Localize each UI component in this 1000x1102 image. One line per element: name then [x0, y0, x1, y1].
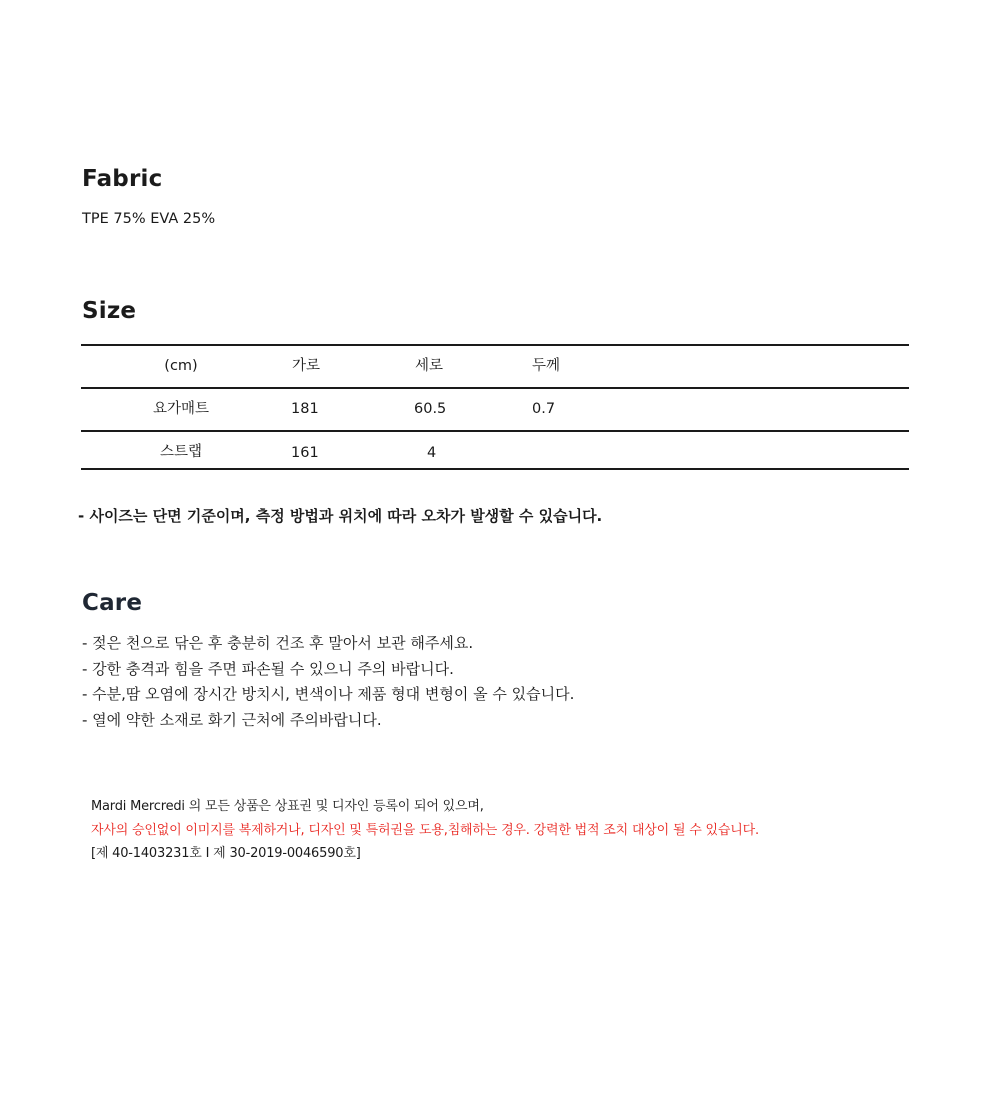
header-unit: (cm)	[164, 358, 198, 374]
care-list	[82, 631, 574, 733]
row-width: 181	[291, 401, 319, 417]
size-heading: Size	[82, 298, 137, 324]
fabric-value: TPE 75% EVA 25%	[82, 211, 216, 227]
list-item: - 수분,땀 오염에 장시간 방치시, 변색이나 제품 형대 변형이 올 수 있습니다.	[82, 685, 575, 703]
legal-line-warning: 자사의 승인없이 이미지를 복제하거나, 디자인 및 특허권을 도용,침해하는 경우. 강력한 법적 조치 대상이 될 수 있습니다.	[91, 822, 759, 838]
legal-notice	[91, 795, 759, 866]
row-item-name: 스트랩	[159, 444, 203, 460]
care-heading: Care	[82, 590, 143, 616]
legal-line-trademark: Mardi Mercredi 의 모든 상품은 상표권 및 디자인 등록이 되어 있으며,	[91, 799, 484, 814]
legal-line-registration: [제 40-1403231호 I 제 30-2019-0046590호]	[91, 846, 361, 861]
list-item: - 강한 충격과 힘을 주면 파손될 수 있으니 주의 바랍니다.	[82, 659, 454, 678]
row-width: 161	[291, 445, 319, 461]
list-item: - 열에 약한 소재로 화기 근처에 주의바랍니다.	[82, 710, 382, 729]
size-note: - 사이즈는 단면 기준이며, 측정 방법과 위치에 따라 오차가 발생할 수 있습니다.	[78, 507, 603, 525]
size-table	[81, 344, 909, 470]
table-row	[81, 432, 909, 468]
header-length: 세로	[415, 358, 444, 374]
row-length: 4	[427, 445, 437, 461]
row-length: 60.5	[414, 401, 447, 417]
fabric-heading: Fabric	[82, 166, 163, 192]
row-thickness: 0.7	[532, 401, 556, 417]
header-width: 가로	[292, 358, 321, 374]
row-item-name: 요가매트	[152, 401, 210, 417]
header-thickness: 두께	[532, 358, 561, 374]
list-item: - 젖은 천으로 닦은 후 충분히 건조 후 말아서 보관 해주세요.	[82, 634, 474, 652]
table-row	[81, 389, 909, 430]
table-header-row	[81, 346, 909, 387]
